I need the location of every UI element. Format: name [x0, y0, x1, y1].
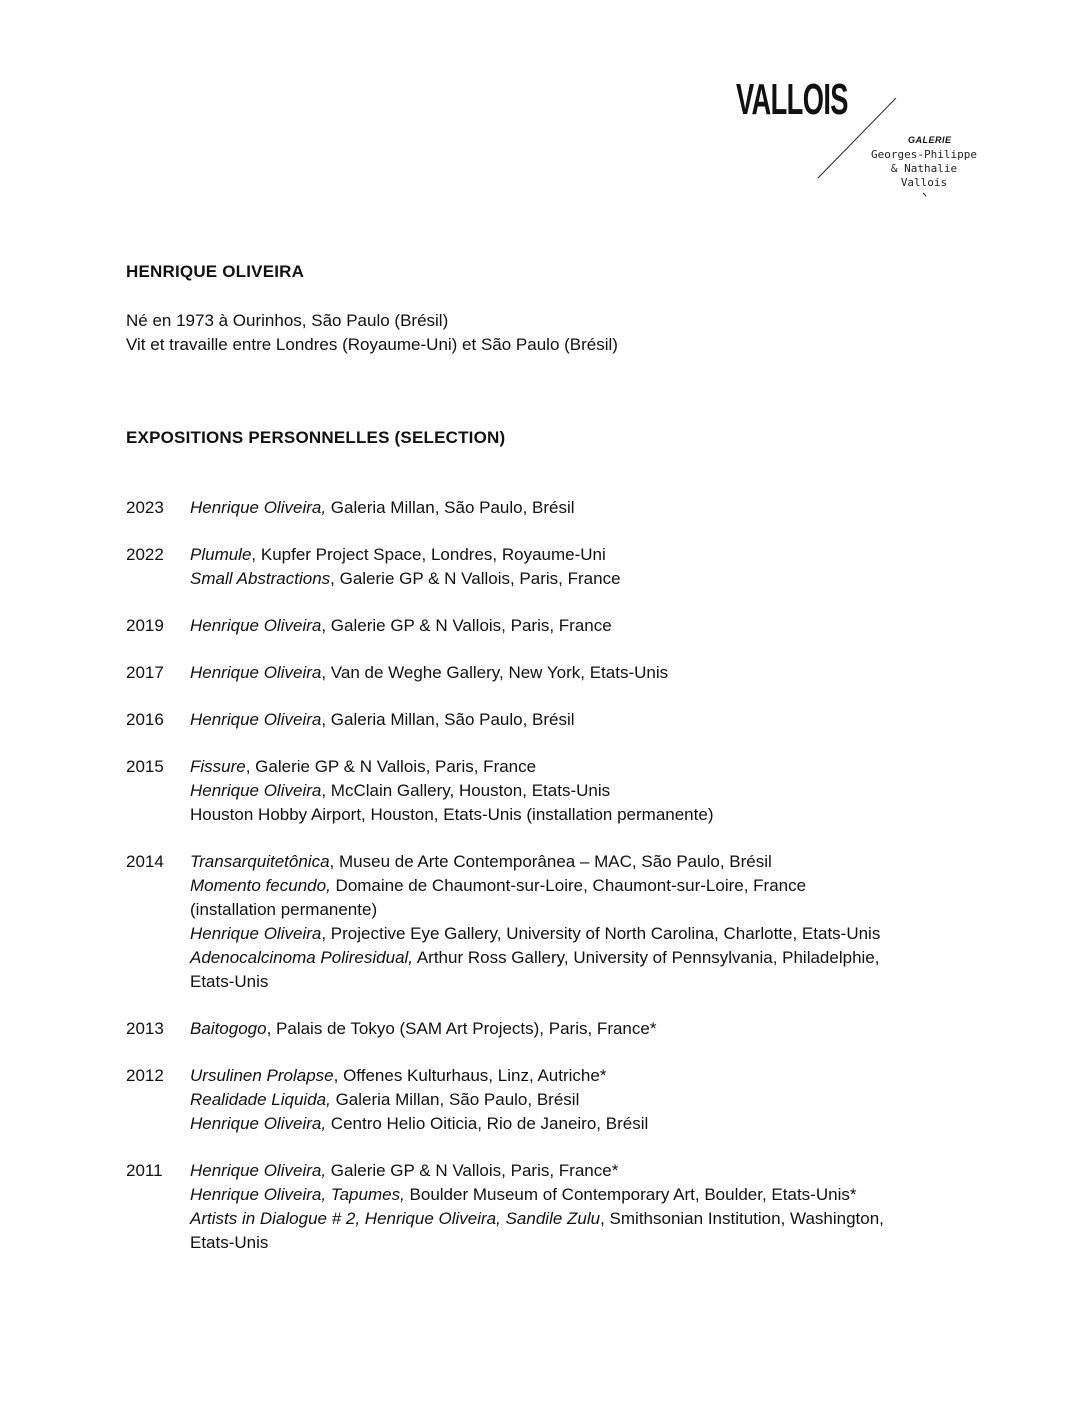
exhibition-title: Adenocalcinoma Poliresidual, — [190, 948, 414, 967]
exhibition-entry — [190, 1231, 986, 1255]
exhibition-year-block — [126, 708, 986, 732]
section-title: EXPOSITIONS PERSONNELLES (SELECTION) — [126, 428, 506, 447]
exhibition-year: 2014 — [126, 852, 164, 871]
exhibition-title: Ursulinen Prolapse — [190, 1066, 334, 1085]
exhibition-year: 2013 — [126, 1019, 164, 1038]
exhibition-entry — [190, 1017, 986, 1041]
exhibition-entries — [190, 850, 986, 994]
logo-line: Georges-Philippe — [871, 148, 977, 161]
exhibition-entry — [190, 1112, 986, 1136]
exhibition-entry — [190, 1159, 986, 1183]
exhibition-entry — [190, 496, 986, 520]
exhibition-title: Henrique Oliveira, — [190, 1161, 327, 1180]
exhibition-year: 2011 — [126, 1161, 163, 1180]
exhibition-venue: Etats-Unis — [190, 972, 269, 991]
exhibition-entries — [190, 1017, 986, 1041]
exhibition-venue: , Kupfer Project Space, Londres, Royaume-Uni — [251, 545, 606, 564]
exhibition-title: Small Abstractions — [190, 569, 331, 588]
exhibition-venue: , Projective Eye Gallery, University of North Carolina, Charlotte, Etats-Unis — [321, 924, 881, 943]
exhibition-year-block — [126, 1064, 986, 1136]
logo-line: & Nathalie — [890, 162, 958, 175]
exhibition-title: Henrique Oliveira — [190, 924, 322, 943]
exhibition-entries — [190, 755, 986, 827]
exhibition-entry — [190, 922, 986, 946]
exhibition-venue: , Palais de Tokyo (SAM Art Projects), Paris, France* — [266, 1019, 657, 1038]
exhibition-entry — [190, 1207, 986, 1231]
exhibition-venue: , Offenes Kulturhaus, Linz, Autriche* — [333, 1066, 607, 1085]
exhibition-entry — [190, 946, 986, 970]
exhibition-list — [126, 496, 986, 1278]
exhibition-year-block — [126, 755, 986, 827]
exhibition-title: Baitogogo — [190, 1019, 267, 1038]
exhibition-venue: Arthur Ross Gallery, University of Pennsylvania, Philadelphie, — [413, 948, 880, 967]
exhibition-venue: , Galerie GP & N Vallois, Paris, France — [321, 616, 612, 635]
gallery-logo — [736, 75, 986, 208]
exhibition-year: 2012 — [126, 1066, 164, 1085]
logo-subtitle — [864, 148, 984, 190]
exhibition-venue: Galeria Millan, São Paulo, Brésil — [326, 498, 575, 517]
exhibition-year: 2019 — [126, 616, 164, 635]
artist-bio — [126, 309, 618, 357]
exhibition-entry — [190, 708, 986, 732]
exhibition-title: Plumule — [190, 545, 252, 564]
artist-name: HENRIQUE OLIVEIRA — [126, 262, 305, 281]
exhibition-venue: , Galeria Millan, São Paulo, Brésil — [321, 710, 575, 729]
bio-line: Vit et travaille entre Londres (Royaume-Uni) et São Paulo (Brésil) — [126, 335, 618, 354]
exhibition-year-block — [126, 850, 986, 994]
exhibition-entry — [190, 614, 986, 638]
exhibition-entries — [190, 1064, 986, 1136]
exhibition-venue: , Smithsonian Institution, Washington, — [600, 1209, 884, 1228]
exhibition-title: Artists in Dialogue # 2, Henrique Oliveira, Sandile Zulu — [190, 1209, 601, 1228]
exhibition-entry — [190, 970, 986, 994]
exhibition-title: Henrique Oliveira — [190, 663, 322, 682]
exhibition-entry — [190, 1183, 986, 1207]
exhibition-year-block — [126, 614, 986, 638]
exhibition-year: 2023 — [126, 498, 164, 517]
exhibition-title: Transarquitetônica — [190, 852, 330, 871]
exhibition-title: Momento fecundo, — [190, 876, 331, 895]
exhibition-entry — [190, 850, 986, 874]
exhibition-venue: Houston Hobby Airport, Houston, Etats-Unis (installation permanente) — [190, 805, 714, 824]
exhibition-entry — [190, 779, 986, 803]
exhibition-entry — [190, 898, 986, 922]
exhibition-title: Henrique Oliveira, Tapumes, — [190, 1185, 405, 1204]
exhibition-entry — [190, 661, 986, 685]
exhibition-entries — [190, 496, 986, 520]
exhibition-venue: (installation permanente) — [190, 900, 378, 919]
exhibition-year-block — [126, 496, 986, 520]
exhibition-venue: Galeria Millan, São Paulo, Brésil — [330, 1090, 580, 1109]
exhibition-year: 2022 — [126, 545, 164, 564]
exhibition-title: Henrique Oliveira — [190, 710, 322, 729]
exhibition-year-block — [126, 1159, 986, 1255]
exhibition-entry — [190, 1088, 986, 1112]
exhibition-title: Fissure — [190, 757, 246, 776]
exhibition-year: 2015 — [126, 757, 164, 776]
exhibition-entries — [190, 708, 986, 732]
exhibition-venue: Galerie GP & N Vallois, Paris, France* — [326, 1161, 619, 1180]
exhibition-entries — [190, 1159, 986, 1255]
exhibition-title: Henrique Oliveira, — [190, 498, 327, 517]
logo-line: Vallois — [900, 176, 948, 189]
exhibition-entry — [190, 803, 986, 827]
exhibition-entries — [190, 614, 986, 638]
exhibition-year-block — [126, 1017, 986, 1041]
exhibition-venue: , Museu de Arte Contemporânea – MAC, São Paulo, Brésil — [329, 852, 772, 871]
exhibition-venue: Etats-Unis — [190, 1233, 269, 1252]
exhibition-venue: , Galerie GP & N Vallois, Paris, France — [245, 757, 537, 776]
bio-line: Né en 1973 à Ourinhos, São Paulo (Brésil) — [126, 311, 449, 330]
logo-galerie-label: GALERIE — [908, 135, 952, 145]
exhibition-title: Henrique Oliveira, — [190, 1114, 327, 1133]
exhibition-year: 2016 — [126, 710, 164, 729]
exhibition-entry — [190, 567, 986, 591]
exhibition-venue: , Van de Weghe Gallery, New York, Etats-Unis — [321, 663, 669, 682]
exhibition-venue: , McClain Gallery, Houston, Etats-Unis — [321, 781, 611, 800]
exhibition-title: Realidade Liquida, — [190, 1090, 331, 1109]
exhibition-venue: Domaine de Chaumont-sur-Loire, Chaumont-sur-Loire, France — [330, 876, 807, 895]
exhibition-year-block — [126, 661, 986, 685]
exhibition-entries — [190, 543, 986, 591]
logo-wordmark: VALLOIS — [736, 75, 848, 124]
exhibition-entry — [190, 755, 986, 779]
exhibition-year-block — [126, 543, 986, 591]
exhibition-title: Henrique Oliveira — [190, 781, 322, 800]
exhibition-venue: Boulder Museum of Contemporary Art, Boulder, Etats-Unis* — [404, 1185, 857, 1204]
exhibition-title: Henrique Oliveira — [190, 616, 322, 635]
exhibition-entry — [190, 543, 986, 567]
exhibition-venue: , Galerie GP & N Vallois, Paris, France — [330, 569, 621, 588]
exhibition-entries — [190, 661, 986, 685]
exhibition-entry — [190, 1064, 986, 1088]
exhibition-venue: Centro Helio Oiticia, Rio de Janeiro, Brésil — [326, 1114, 649, 1133]
exhibition-entry — [190, 874, 986, 898]
exhibition-year: 2017 — [126, 663, 164, 682]
